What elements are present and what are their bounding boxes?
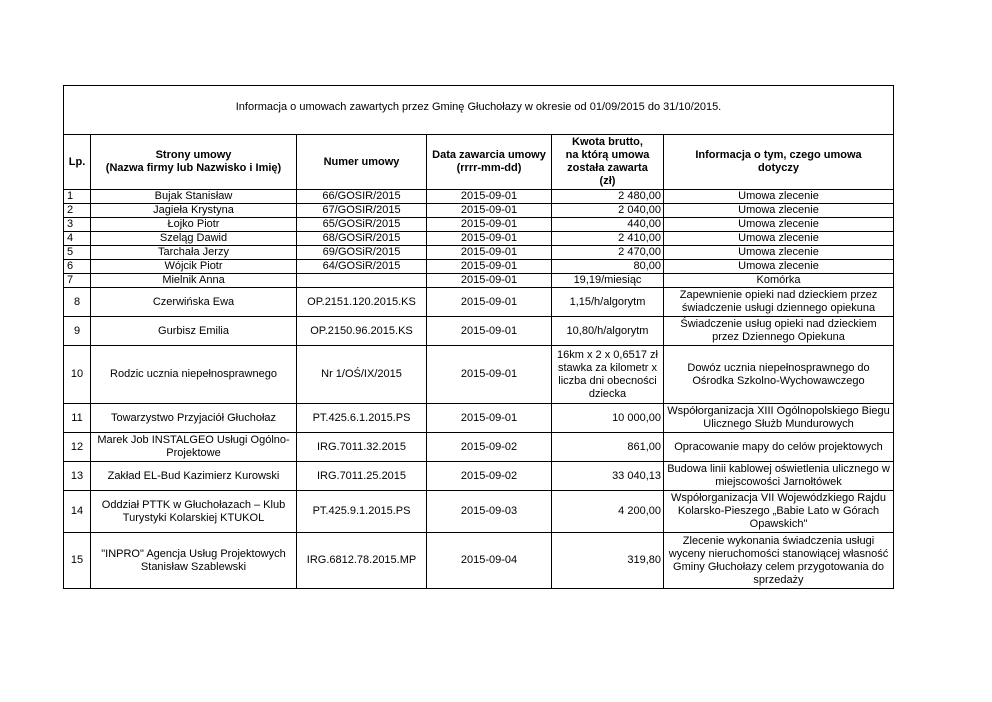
- table-row: [64, 218, 894, 232]
- table-row: [64, 433, 894, 462]
- cell-amount: 2 040,00: [552, 204, 664, 218]
- cell-date: 2015-09-01: [427, 246, 552, 260]
- cell-amount: 80,00: [552, 260, 664, 274]
- cell-number: IRG.7011.25.2015: [297, 462, 427, 491]
- cell-number: 66/GOSIR/2015: [297, 190, 427, 204]
- cell-party: Bujak Stanisław: [91, 190, 297, 204]
- cell-lp: 7: [64, 274, 91, 288]
- cell-lp: 10: [64, 346, 91, 404]
- title-row: [64, 86, 894, 129]
- cell-number: Nr 1/OŚ/IX/2015: [297, 346, 427, 404]
- cell-amount: 10 000,00: [552, 404, 664, 433]
- table-row: [64, 260, 894, 274]
- cell-info: Umowa zlecenie: [664, 246, 894, 260]
- cell-party: Mielnik Anna: [91, 274, 297, 288]
- cell-amount: 440,00: [552, 218, 664, 232]
- cell-number: 67/GOSIR/2015: [297, 204, 427, 218]
- cell-date: 2015-09-04: [427, 533, 552, 589]
- cell-party: Łojko Piotr: [91, 218, 297, 232]
- cell-amount: 319,80: [552, 533, 664, 589]
- cell-amount: 33 040,13: [552, 462, 664, 491]
- cell-date: 2015-09-02: [427, 462, 552, 491]
- table-row: [64, 246, 894, 260]
- cell-party: Jagieła Krystyna: [91, 204, 297, 218]
- cell-date: 2015-09-01: [427, 346, 552, 404]
- cell-amount: 2 410,00: [552, 232, 664, 246]
- header-row: [64, 135, 894, 190]
- cell-lp: 15: [64, 533, 91, 589]
- cell-number: IRG.7011.32.2015: [297, 433, 427, 462]
- cell-amount: 1,15/h/algorytm: [552, 288, 664, 317]
- cell-party: Oddział PTTK w Głuchołazach – Klub Turystyki Kolarskiej KTUKOL: [91, 491, 297, 533]
- cell-number: 68/GOSiR/2015: [297, 232, 427, 246]
- contracts-table: [63, 85, 894, 589]
- cell-amount: 4 200,00: [552, 491, 664, 533]
- cell-number: PT.425.6.1.2015.PS: [297, 404, 427, 433]
- cell-lp: 12: [64, 433, 91, 462]
- cell-lp: 8: [64, 288, 91, 317]
- cell-date: 2015-09-01: [427, 404, 552, 433]
- cell-amount: 2 480,00: [552, 190, 664, 204]
- cell-party: Marek Job INSTALGEO Usługi Ogólno-Projektowe: [91, 433, 297, 462]
- cell-date: 2015-09-01: [427, 260, 552, 274]
- cell-amount: 19,19/miesiąc: [552, 274, 664, 288]
- cell-party: Wójcik Piotr: [91, 260, 297, 274]
- table-row: [64, 404, 894, 433]
- table-row: [64, 533, 894, 589]
- col-header-lp: Lp.: [64, 135, 91, 190]
- col-header-date: Data zawarcia umowy (rrrr-mm-dd): [427, 135, 552, 190]
- cell-party: Towarzystwo Przyjaciół Głuchołaz: [91, 404, 297, 433]
- col-header-amount: Kwota brutto, na którą umowa została zawarta (zł): [552, 135, 664, 190]
- table-row: [64, 317, 894, 346]
- cell-info: Zapewnienie opieki nad dzieckiem przez świadczenie usługi dziennego opiekuna: [664, 288, 894, 317]
- cell-party: Czerwińska Ewa: [91, 288, 297, 317]
- cell-lp: 4: [64, 232, 91, 246]
- cell-date: 2015-09-01: [427, 317, 552, 346]
- cell-party: Szeląg Dawid: [91, 232, 297, 246]
- cell-date: 2015-09-01: [427, 274, 552, 288]
- cell-info: Współorganizacja XIII Ogólnopolskiego Biegu Ulicznego Służb Mundurowych: [664, 404, 894, 433]
- cell-date: 2015-09-01: [427, 288, 552, 317]
- document-title: Informacja o umowach zawartych przez Gminę Głuchołazy w okresie od 01/09/2015 do 31/10/2015.: [64, 86, 894, 129]
- table-row: [64, 232, 894, 246]
- table-row: [64, 204, 894, 218]
- cell-amount: 16km x 2 x 0,6517 zł stawka za kilometr x liczba dni obecności dziecka: [552, 346, 664, 404]
- cell-party: Gurbisz Emilia: [91, 317, 297, 346]
- cell-lp: 13: [64, 462, 91, 491]
- cell-info: Umowa zlecenie: [664, 232, 894, 246]
- table-row: [64, 288, 894, 317]
- cell-date: 2015-09-01: [427, 190, 552, 204]
- table-row: [64, 346, 894, 404]
- cell-lp: 6: [64, 260, 91, 274]
- cell-date: 2015-09-01: [427, 232, 552, 246]
- cell-number: 69/GOSiR/2015: [297, 246, 427, 260]
- cell-number: [297, 274, 427, 288]
- cell-info: Współorganizacja VII Wojewódzkiego Rajdu Kolarsko-Pieszego „Babie Lato w Górach Opawskich": [664, 491, 894, 533]
- cell-date: 2015-09-01: [427, 218, 552, 232]
- cell-info: Umowa zlecenie: [664, 218, 894, 232]
- table-row: [64, 462, 894, 491]
- col-header-number: Numer umowy: [297, 135, 427, 190]
- cell-number: IRG.6812.78.2015.MP: [297, 533, 427, 589]
- col-header-info: Informacja o tym, czego umowa dotyczy: [664, 135, 894, 190]
- cell-amount: 10,80/h/algorytm: [552, 317, 664, 346]
- cell-party: Zakład EL-Bud Kazimierz Kurowski: [91, 462, 297, 491]
- cell-info: Budowa linii kablowej oświetlenia ulicznego w miejscowości Jarnołtówek: [664, 462, 894, 491]
- table-row: [64, 491, 894, 533]
- cell-info: Umowa zlecenie: [664, 204, 894, 218]
- cell-lp: 9: [64, 317, 91, 346]
- cell-party: Rodzic ucznia niepełnosprawnego: [91, 346, 297, 404]
- cell-info: Umowa zlecenie: [664, 260, 894, 274]
- cell-info: Świadczenie usług opieki nad dzieckiem przez Dziennego Opiekuna: [664, 317, 894, 346]
- cell-party: Tarchała Jerzy: [91, 246, 297, 260]
- cell-number: OP.2150.96.2015.KS: [297, 317, 427, 346]
- cell-lp: 5: [64, 246, 91, 260]
- cell-number: 65/GOSiR/2015: [297, 218, 427, 232]
- cell-lp: 3: [64, 218, 91, 232]
- cell-number: 64/GOSiR/2015: [297, 260, 427, 274]
- cell-party: "INPRO" Agencja Usług Projektowych Stanisław Szablewski: [91, 533, 297, 589]
- contracts-sheet: [63, 85, 893, 589]
- cell-lp: 11: [64, 404, 91, 433]
- cell-number: PT.425.9.1.2015.PS: [297, 491, 427, 533]
- col-header-party: Strony umowy (Nazwa firmy lub Nazwisko i Imię): [91, 135, 297, 190]
- cell-amount: 2 470,00: [552, 246, 664, 260]
- cell-lp: 14: [64, 491, 91, 533]
- cell-info: Opracowanie mapy do celów projektowych: [664, 433, 894, 462]
- cell-date: 2015-09-01: [427, 204, 552, 218]
- table-row: [64, 274, 894, 288]
- cell-date: 2015-09-02: [427, 433, 552, 462]
- cell-amount: 861,00: [552, 433, 664, 462]
- cell-number: OP.2151.120.2015.KS: [297, 288, 427, 317]
- table-row: [64, 190, 894, 204]
- cell-info: Dowóz ucznia niepełnosprawnego do Ośrodka Szkolno-Wychowawczego: [664, 346, 894, 404]
- cell-lp: 2: [64, 204, 91, 218]
- cell-date: 2015-09-03: [427, 491, 552, 533]
- cell-info: Komórka: [664, 274, 894, 288]
- cell-lp: 1: [64, 190, 91, 204]
- cell-info: Umowa zlecenie: [664, 190, 894, 204]
- cell-info: Zlecenie wykonania świadczenia usługi wyceny nieruchomości stanowiącej własność Gminy Głuchołazy celem przygotowania do sprzedaży: [664, 533, 894, 589]
